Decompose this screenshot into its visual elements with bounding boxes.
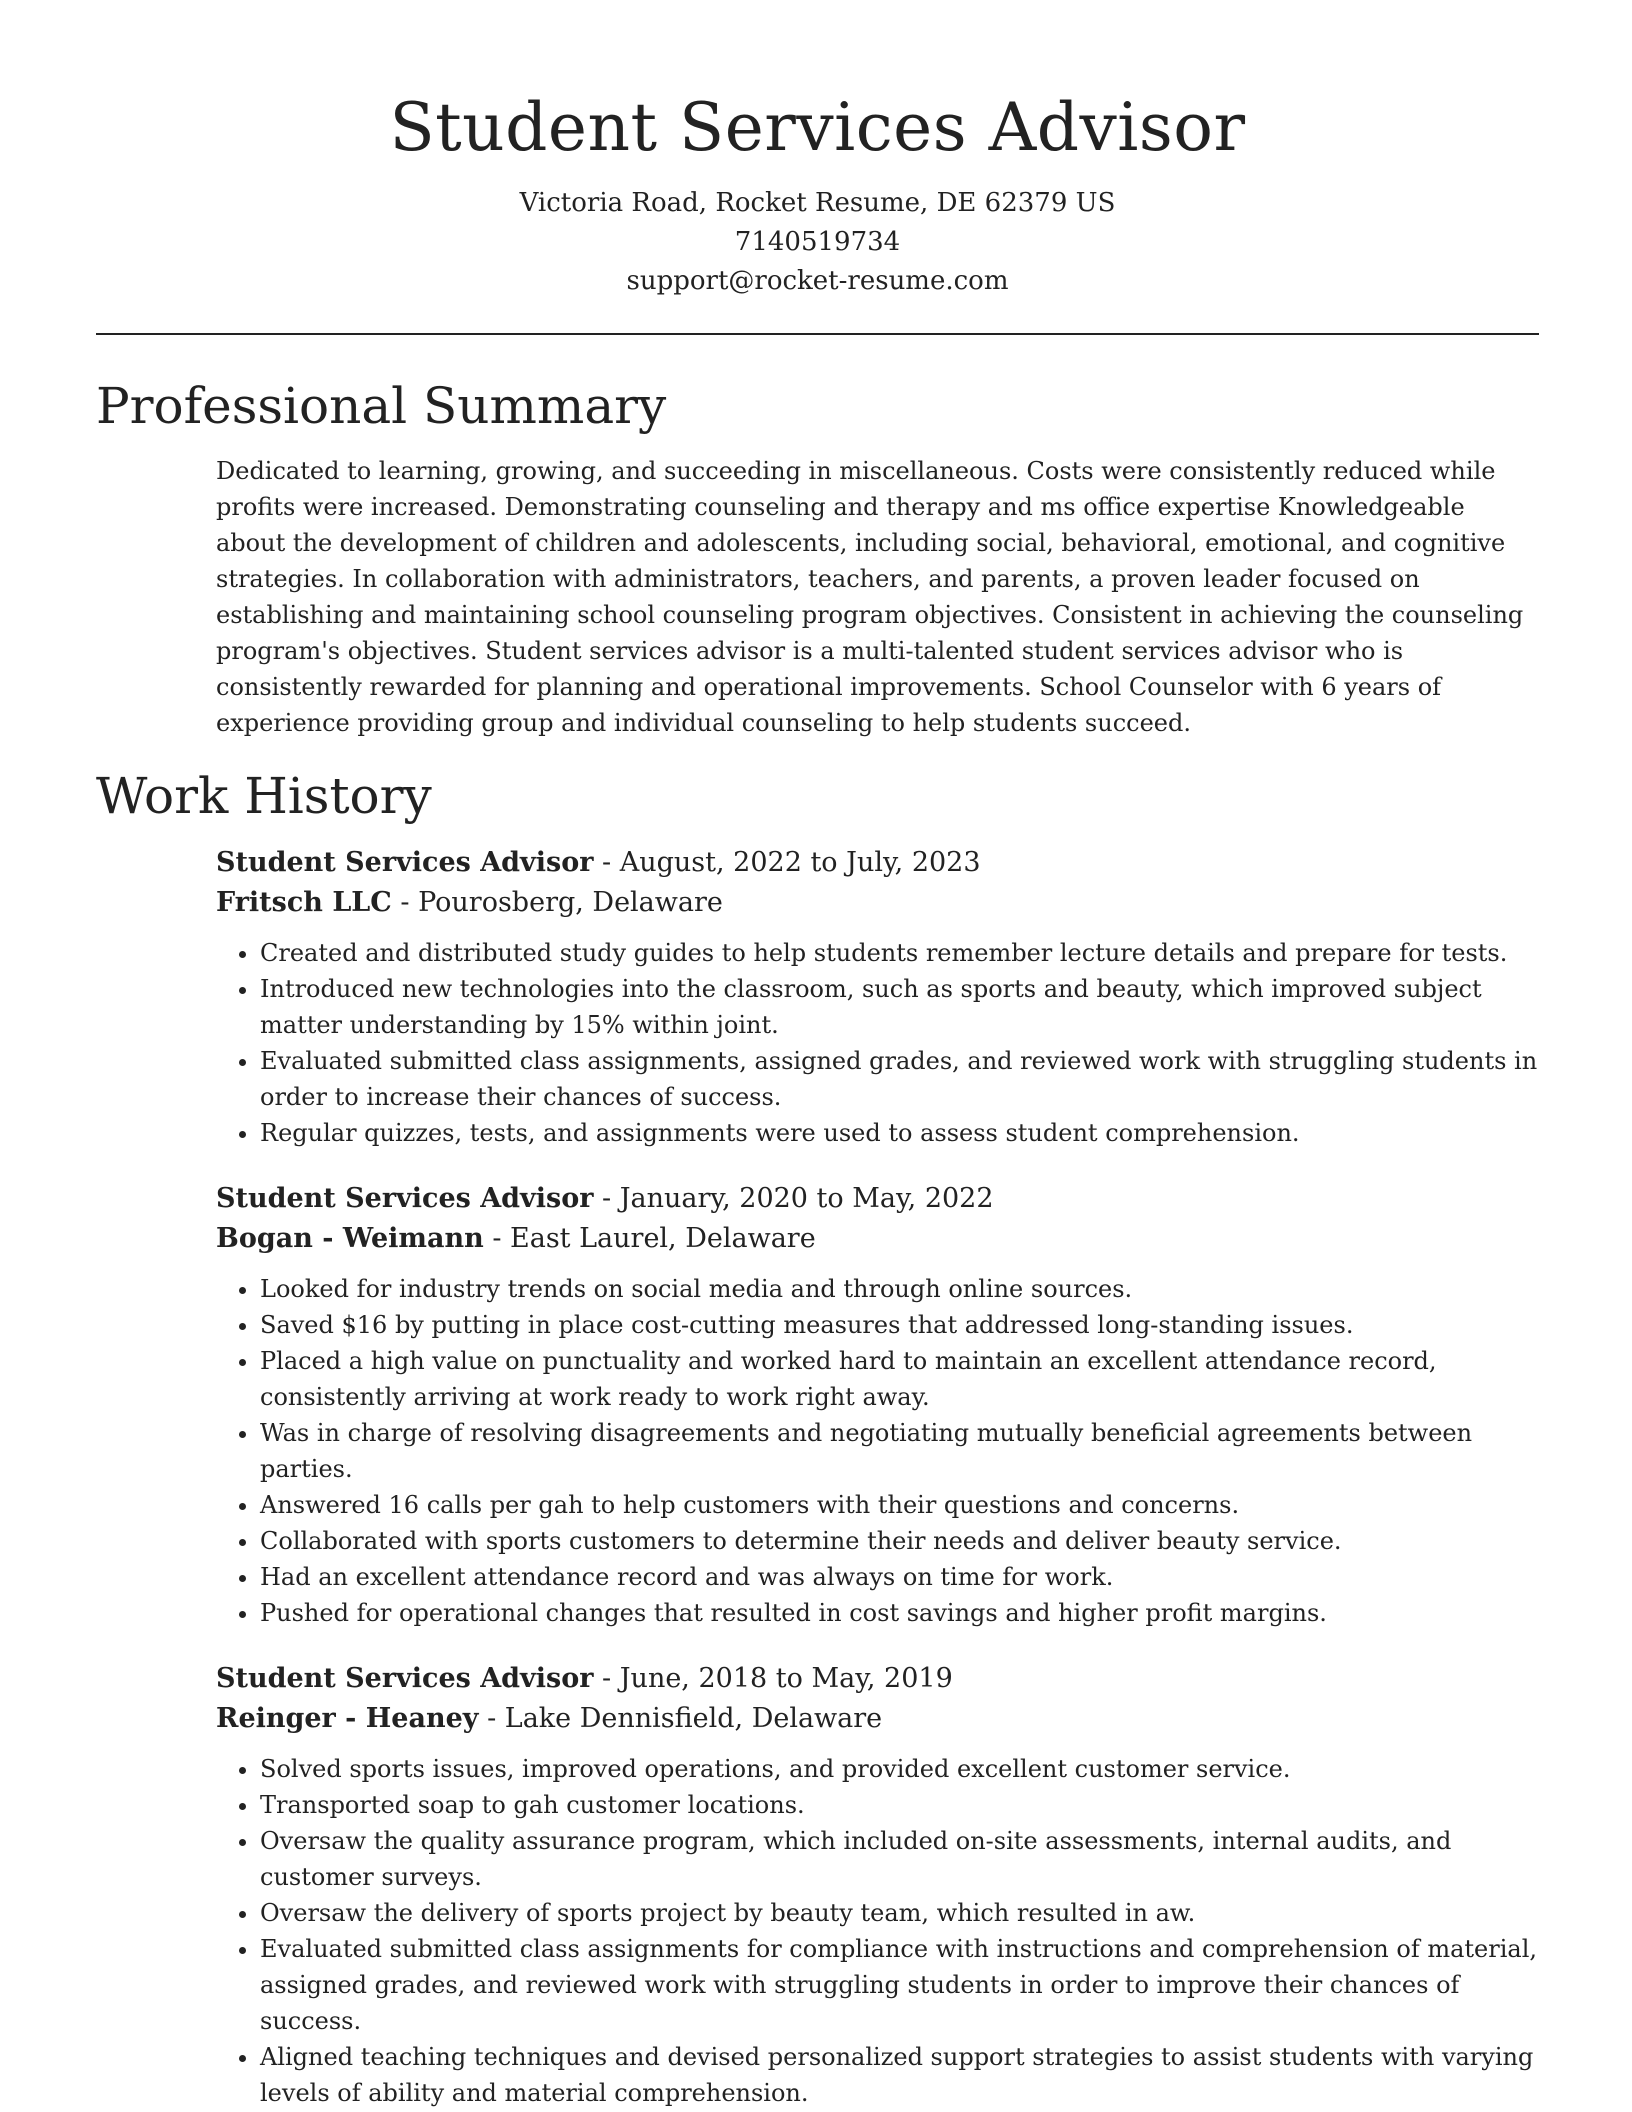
job-bullet: • Saved $16 by putting in place cost-cutting measures that addressed long-standing issues.	[260, 1307, 1541, 1343]
job-company-line	[216, 1699, 1541, 1739]
job-title: Student Services Advisor	[216, 847, 594, 878]
job-title-line	[216, 1659, 1541, 1699]
resume-page	[96, 0, 1539, 2112]
job-location: - East Laurel, Delaware	[483, 1223, 816, 1254]
contact-email: support@rocket-resume.com	[626, 266, 1009, 296]
job-bullet: • Oversaw the delivery of sports project by beauty team, which resulted in aw.	[260, 1895, 1541, 1931]
job-bullet: • Had an excellent attendance record and was always on time for work.	[260, 1559, 1541, 1595]
work-history-heading: Work History	[96, 767, 432, 825]
contact-phone: 7140519734	[734, 227, 901, 257]
job-entry	[216, 1659, 1541, 2111]
job-location: - Lake Dennisfield, Delaware	[478, 1703, 883, 1734]
job-bullet-list	[216, 1271, 1541, 1631]
resume-title: Student Services Advisor	[389, 89, 1246, 166]
job-title: Student Services Advisor	[216, 1663, 594, 1694]
job-bullet: • Evaluated submitted class assignments for compliance with instructions and comprehension of material, assigned grades, and reviewed work with struggling students in order to improve their chances of success.	[260, 1931, 1541, 2039]
job-title-line	[216, 1179, 1541, 1219]
job-title: Student Services Advisor	[216, 1183, 594, 1214]
job-bullet: • Oversaw the quality assurance program, which included on-site assessments, internal audits, and customer surveys.	[260, 1823, 1541, 1895]
job-bullet: • Collaborated with sports customers to determine their needs and deliver beauty service.	[260, 1523, 1541, 1559]
job-bullet: • Pushed for operational changes that resulted in cost savings and higher profit margins.	[260, 1595, 1541, 1631]
job-bullet: • Was in charge of resolving disagreements and negotiating mutually beneficial agreements between parties.	[260, 1415, 1541, 1487]
job-company-line	[216, 883, 1541, 923]
job-dates: - August, 2022 to July, 2023	[593, 847, 981, 878]
job-bullet: • Solved sports issues, improved operations, and provided excellent customer service.	[260, 1751, 1541, 1787]
job-bullet-list	[216, 1751, 1541, 2111]
job-bullet: • Regular quizzes, tests, and assignments were used to assess student comprehension.	[260, 1115, 1541, 1151]
summary-heading: Professional Summary	[96, 377, 667, 435]
job-entry	[216, 843, 1541, 1151]
job-title-line	[216, 843, 1541, 883]
contact-address: Victoria Road, Rocket Resume, DE 62379 US	[519, 188, 1116, 218]
job-bullet-list	[216, 935, 1541, 1151]
contact-block	[96, 184, 1539, 301]
job-company-line	[216, 1219, 1541, 1259]
job-bullet: • Introduced new technologies into the classroom, such as sports and beauty, which improved subject matter understanding by 15% within joint.	[260, 971, 1541, 1043]
job-company: Reinger - Heaney	[216, 1703, 479, 1734]
job-entry	[216, 1179, 1541, 1631]
job-dates: - January, 2020 to May, 2022	[593, 1183, 994, 1214]
job-company: Bogan - Weimann	[216, 1223, 484, 1254]
job-bullet: • Transported soap to gah customer locations.	[260, 1787, 1541, 1823]
summary-text: Dedicated to learning, growing, and succeeding in miscellaneous. Costs were consistently reduced while profits were increased. Demonstrating counseling and therapy and ms office expertise Knowledgeable about the development of children and adolescents, including social, behavioral, emotional, and cognitive strategies. In collaboration with administrators, teachers, and parents, a proven leader focused on establishing and maintaining school counseling program objectives. Consistent in achieving the counseling program's objectives. Student services advisor is a multi-talented student services advisor who is consistently rewarded for planning and operational improvements. School Counselor with 6 years of experience providing group and individual counseling to help students succeed.	[216, 457, 1524, 737]
job-dates: - June, 2018 to May, 2019	[593, 1663, 953, 1694]
job-bullet: • Placed a high value on punctuality and worked hard to maintain an excellent attendance record, consistently arriving at work ready to work right away.	[260, 1343, 1541, 1415]
header-divider	[96, 333, 1539, 335]
job-bullet: • Answered 16 calls per gah to help customers with their questions and concerns.	[260, 1487, 1541, 1523]
job-bullet: • Created and distributed study guides to help students remember lecture details and prepare for tests.	[260, 935, 1541, 971]
job-bullet: • Evaluated submitted class assignments, assigned grades, and reviewed work with struggling students in order to increase their chances of success.	[260, 1043, 1541, 1115]
job-location: - Pourosberg, Delaware	[391, 887, 723, 918]
job-bullet: • Looked for industry trends on social media and through online sources.	[260, 1271, 1541, 1307]
job-bullet: • Aligned teaching techniques and devised personalized support strategies to assist students with varying levels of ability and material comprehension.	[260, 2039, 1541, 2111]
job-company: Fritsch LLC	[216, 887, 392, 918]
